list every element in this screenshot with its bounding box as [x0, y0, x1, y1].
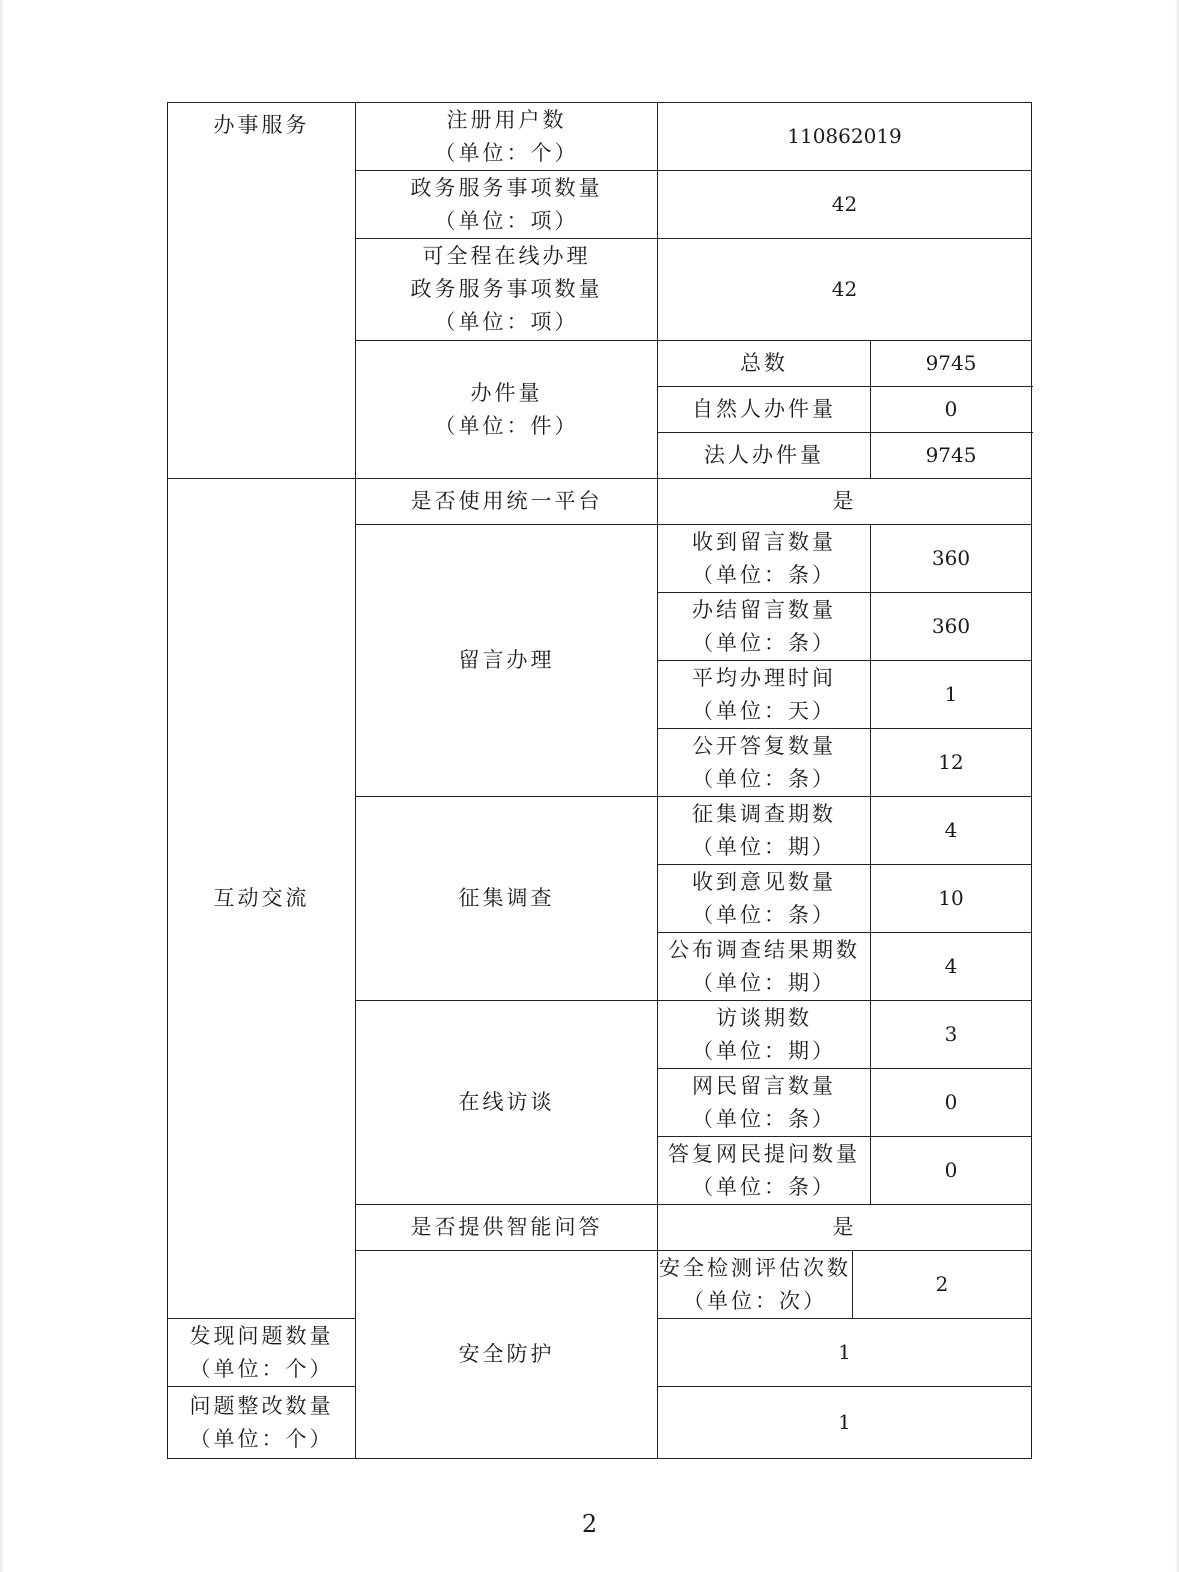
messages-concluded-value: 360 [871, 593, 1032, 661]
page-edge-right [1175, 0, 1179, 1572]
interview-periods-value: 3 [871, 1001, 1032, 1069]
cases-natural-value: 0 [871, 387, 1032, 433]
service-items-label: 政务服务事项数量 （单位：项） [356, 171, 658, 239]
interview-label: 在线访谈 [356, 1001, 658, 1205]
cases-legal-label: 法人办件量 [658, 433, 871, 479]
security-issues-value: 1 [658, 1319, 1032, 1387]
smart-qa-value: 是 [658, 1205, 1032, 1251]
messages-received-value: 360 [871, 525, 1032, 593]
page-edge-left [0, 0, 4, 1572]
security-fixed-value: 1 [658, 1387, 1032, 1459]
survey-periods-label: 征集调查期数 （单位：期） [658, 797, 871, 865]
interview-answers-value: 0 [871, 1137, 1032, 1205]
section-interaction-title: 互动交流 [168, 479, 356, 1319]
messages-avg-time-label: 平均办理时间 （单位：天） [658, 661, 871, 729]
table-row [168, 479, 1032, 525]
survey-periods-value: 4 [871, 797, 1032, 865]
unified-platform-label: 是否使用统一平台 [356, 479, 658, 525]
online-items-label: 可全程在线办理 政务服务事项数量 （单位：项） [356, 239, 658, 341]
cases-label: 办件量 （单位：件） [356, 341, 658, 479]
survey-label: 征集调查 [356, 797, 658, 1001]
unified-platform-value: 是 [658, 479, 1032, 525]
messages-label: 留言办理 [356, 525, 658, 797]
messages-concluded-label: 办结留言数量 （单位：条） [658, 593, 871, 661]
security-checks-label: 安全检测评估次数 （单位：次） [658, 1251, 853, 1319]
survey-opinions-label: 收到意见数量 （单位：条） [658, 865, 871, 933]
security-checks-value: 2 [853, 1251, 1032, 1319]
messages-received-label: 收到留言数量 （单位：条） [658, 525, 871, 593]
registered-users-value: 110862019 [658, 103, 1032, 171]
cases-total-value: 9745 [871, 341, 1032, 387]
page-number: 2 [581, 1510, 598, 1538]
security-issues-label: 发现问题数量 （单位：个） [168, 1319, 356, 1387]
survey-results-value: 4 [871, 933, 1032, 1001]
service-items-value: 42 [658, 171, 1032, 239]
cases-total-label: 总数 [658, 341, 871, 387]
cases-legal-value: 9745 [871, 433, 1032, 479]
survey-results-label: 公布调查结果期数 （单位：期） [658, 933, 871, 1001]
interview-netizen-msgs-value: 0 [871, 1069, 1032, 1137]
security-fixed-label: 问题整改数量 （单位：个） [168, 1387, 356, 1459]
cases-natural-label: 自然人办件量 [658, 387, 871, 433]
statistics-table [167, 102, 1032, 1459]
online-items-value: 42 [658, 239, 1032, 341]
interview-netizen-msgs-label: 网民留言数量 （单位：条） [658, 1069, 871, 1137]
registered-users-label: 注册用户数 （单位：个） [356, 103, 658, 171]
interview-periods-label: 访谈期数 （单位：期） [658, 1001, 871, 1069]
table-row [168, 103, 1032, 171]
interview-answers-label: 答复网民提问数量 （单位：条） [658, 1137, 871, 1205]
messages-avg-time-value: 1 [871, 661, 1032, 729]
smart-qa-label: 是否提供智能问答 [356, 1205, 658, 1251]
survey-opinions-value: 10 [871, 865, 1032, 933]
messages-public-replies-label: 公开答复数量 （单位：条） [658, 729, 871, 797]
messages-public-replies-value: 12 [871, 729, 1032, 797]
section-service-title: 办事服务 [168, 103, 356, 479]
section-security-title: 安全防护 [356, 1251, 658, 1459]
